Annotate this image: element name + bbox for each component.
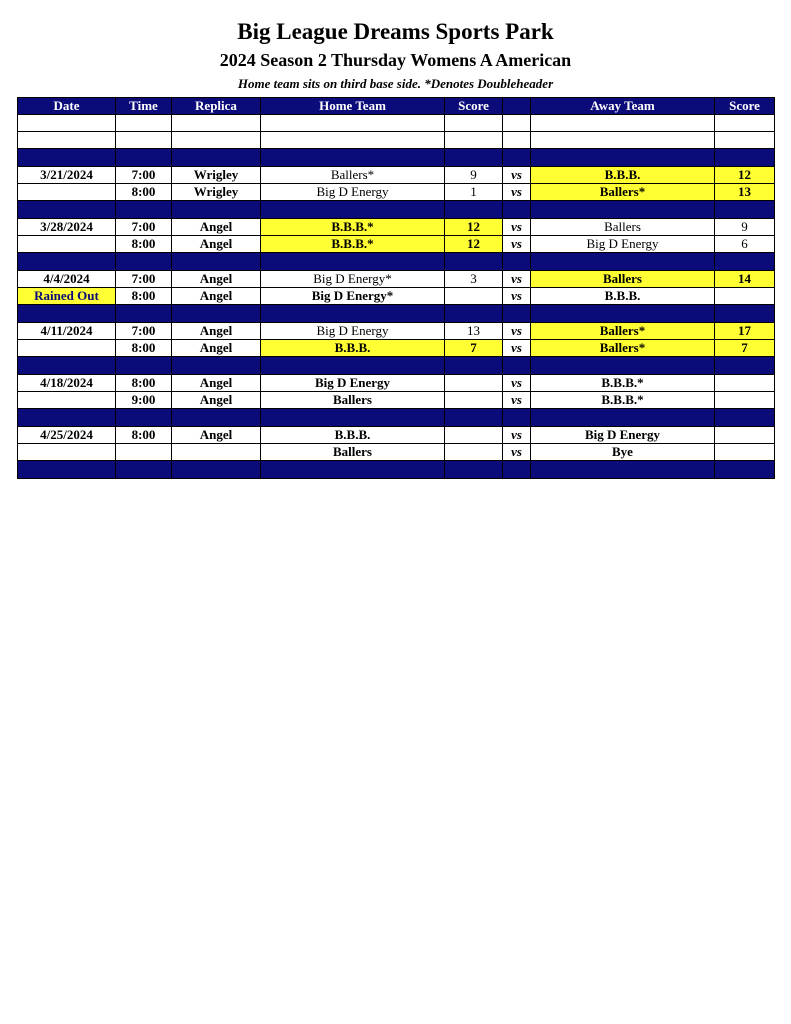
table-row (18, 167, 775, 184)
home-score-cell: 13 (445, 323, 503, 340)
column-header-date: Date (18, 98, 116, 115)
date-cell (18, 236, 116, 253)
away-score-cell: 13 (715, 184, 775, 201)
column-header-away-score: Score (715, 98, 775, 115)
home-score-cell: 12 (445, 236, 503, 253)
time-cell: 8:00 (116, 340, 172, 357)
time-cell: 9:00 (116, 392, 172, 409)
home-score-cell (445, 375, 503, 392)
table-row (18, 271, 775, 288)
away-score-cell (715, 427, 775, 444)
column-header-away-team: Away Team (531, 98, 715, 115)
separator-row (18, 253, 775, 271)
vs-cell: vs (503, 427, 531, 444)
vs-cell: vs (503, 184, 531, 201)
date-cell: 3/21/2024 (18, 167, 116, 184)
away-score-cell (715, 288, 775, 305)
away-team-cell: Ballers* (531, 323, 715, 340)
home-team-cell: Ballers (261, 392, 445, 409)
vs-cell: vs (503, 340, 531, 357)
table-row (18, 392, 775, 409)
home-team-cell: B.B.B. (261, 340, 445, 357)
vs-cell: vs (503, 236, 531, 253)
home-score-cell (445, 392, 503, 409)
time-cell: 8:00 (116, 288, 172, 305)
home-score-cell: 12 (445, 219, 503, 236)
table-row (18, 427, 775, 444)
table-row (18, 236, 775, 253)
separator-row (18, 305, 775, 323)
date-cell: 4/11/2024 (18, 323, 116, 340)
separator-row (18, 149, 775, 167)
vs-cell: vs (503, 271, 531, 288)
table-row (18, 288, 775, 305)
vs-cell: vs (503, 323, 531, 340)
time-cell (116, 444, 172, 461)
blank-row (18, 115, 775, 132)
table-row (18, 375, 775, 392)
date-cell: 4/25/2024 (18, 427, 116, 444)
table-row (18, 323, 775, 340)
time-cell: 8:00 (116, 236, 172, 253)
home-team-cell: Ballers* (261, 167, 445, 184)
away-score-cell: 7 (715, 340, 775, 357)
time-cell: 7:00 (116, 271, 172, 288)
vs-cell: vs (503, 375, 531, 392)
page-subtitle: 2024 Season 2 Thursday Womens A American (219, 50, 572, 70)
table-row (18, 184, 775, 201)
away-team-cell: B.B.B. (531, 167, 715, 184)
date-cell (18, 444, 116, 461)
away-team-cell: Bye (531, 444, 715, 461)
replica-cell: Wrigley (172, 184, 261, 201)
schedule-table (17, 97, 775, 479)
table-row (18, 444, 775, 461)
home-team-cell: Big D Energy (261, 323, 445, 340)
date-cell: 4/4/2024 (18, 271, 116, 288)
replica-cell: Angel (172, 340, 261, 357)
away-score-cell: 17 (715, 323, 775, 340)
date-cell (18, 184, 116, 201)
table-row (18, 219, 775, 236)
home-score-cell: 9 (445, 167, 503, 184)
separator-row (18, 409, 775, 427)
replica-cell (172, 444, 261, 461)
away-score-cell: 12 (715, 167, 775, 184)
home-score-cell: 7 (445, 340, 503, 357)
vs-cell: vs (503, 444, 531, 461)
home-score-cell: 1 (445, 184, 503, 201)
column-header-vs (503, 98, 531, 115)
away-team-cell: Big D Energy (531, 236, 715, 253)
home-team-cell: B.B.B. (261, 427, 445, 444)
replica-cell: Angel (172, 219, 261, 236)
column-header-replica: Replica (172, 98, 261, 115)
replica-cell: Angel (172, 288, 261, 305)
vs-cell: vs (503, 219, 531, 236)
away-team-cell: Ballers (531, 271, 715, 288)
rained-out-badge: Rained Out (18, 288, 116, 305)
vs-cell: vs (503, 167, 531, 184)
replica-cell: Angel (172, 392, 261, 409)
time-cell: 8:00 (116, 427, 172, 444)
date-cell: 3/28/2024 (18, 219, 116, 236)
vs-cell: vs (503, 392, 531, 409)
column-header-home-team: Home Team (261, 98, 445, 115)
away-team-cell: Ballers* (531, 184, 715, 201)
away-score-cell: 9 (715, 219, 775, 236)
home-team-cell: Big D Energy* (261, 288, 445, 305)
replica-cell: Angel (172, 427, 261, 444)
separator-row (18, 461, 775, 479)
away-score-cell (715, 392, 775, 409)
away-team-cell: B.B.B.* (531, 375, 715, 392)
home-team-note: Home team sits on third base side. *Denotes Doubleheader (237, 76, 554, 91)
home-team-cell: Ballers (261, 444, 445, 461)
replica-cell: Angel (172, 236, 261, 253)
separator-row (18, 357, 775, 375)
away-team-cell: Ballers* (531, 340, 715, 357)
table-header-row (18, 98, 775, 115)
away-score-cell: 14 (715, 271, 775, 288)
away-team-cell: B.B.B. (531, 288, 715, 305)
home-score-cell (445, 444, 503, 461)
away-team-cell: B.B.B.* (531, 392, 715, 409)
time-cell: 7:00 (116, 219, 172, 236)
replica-cell: Wrigley (172, 167, 261, 184)
date-cell (18, 392, 116, 409)
time-cell: 7:00 (116, 167, 172, 184)
table-row (18, 340, 775, 357)
home-score-cell (445, 288, 503, 305)
column-header-time: Time (116, 98, 172, 115)
column-header-home-score: Score (445, 98, 503, 115)
date-cell (18, 340, 116, 357)
page-title: Big League Dreams Sports Park (237, 19, 554, 44)
replica-cell: Angel (172, 375, 261, 392)
replica-cell: Angel (172, 271, 261, 288)
replica-cell: Angel (172, 323, 261, 340)
home-team-cell: B.B.B.* (261, 219, 445, 236)
vs-cell: vs (503, 288, 531, 305)
time-cell: 8:00 (116, 184, 172, 201)
home-score-cell (445, 427, 503, 444)
time-cell: 8:00 (116, 375, 172, 392)
time-cell: 7:00 (116, 323, 172, 340)
home-team-cell: Big D Energy* (261, 271, 445, 288)
away-score-cell (715, 375, 775, 392)
separator-row (18, 201, 775, 219)
home-team-cell: B.B.B.* (261, 236, 445, 253)
home-score-cell: 3 (445, 271, 503, 288)
away-team-cell: Ballers (531, 219, 715, 236)
date-cell: 4/18/2024 (18, 375, 116, 392)
home-team-cell: Big D Energy (261, 184, 445, 201)
away-team-cell: Big D Energy (531, 427, 715, 444)
away-score-cell: 6 (715, 236, 775, 253)
home-team-cell: Big D Energy (261, 375, 445, 392)
blank-row (18, 132, 775, 149)
away-score-cell (715, 444, 775, 461)
